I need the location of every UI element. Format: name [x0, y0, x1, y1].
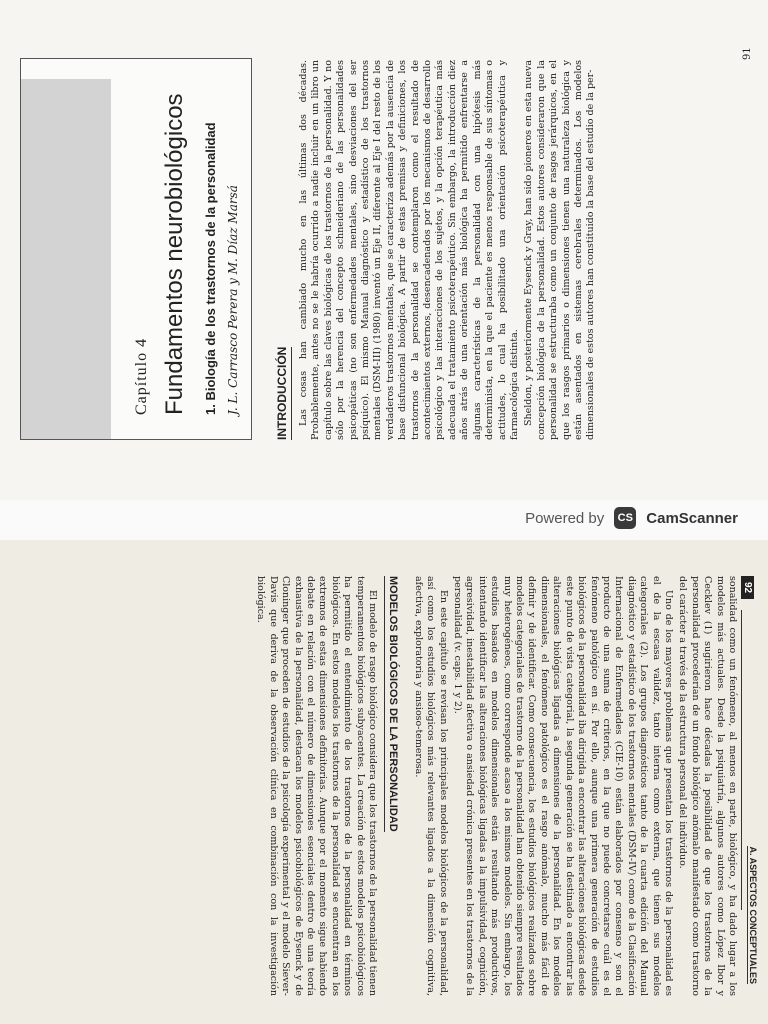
page-91: [0, 0, 768, 500]
page-92-body: [252, 576, 738, 996]
body-paragraph-1: sonalidad como un fenómeno, al menos en parte, biológico, y ha dado lugar a los modelos más actuales. Desde la psiquiatría, algunos autores como López Ibor y Cecklev (1) sugirieron hace décadas la posibilidad de que los trastornos de la personalidad procederían de un fondo biológico anómalo manifestado como trastorno del carácter a través de la estructura personal del individuo.: [677, 576, 738, 996]
camscanner-watermark: [525, 500, 738, 536]
page-number-91: 91: [742, 47, 753, 60]
body-paragraph-4: El modelo de rasgo biológico considera que los trastornos de la personalidad tienen temperamentos biológicos subyacentes. La creación de estos modelos psicobiológicos ha permitido el entendimiento de los trastornos de la personalidad en términos biológicos. En estos modelos los trastornos de la personalidad se encuentran en los extremos de estas dimensiones definitorias. Aunque por el momento sigue habiendo debate en relación con el número de dimensiones esenciales dentro de una teoría exhaustiva de la personalidad, destacan los modelos psicobiológicos de Eysenck y de Cloninger que proceden de estudios de la psicología experimental y el modelo Siever-Davis que deriva de la observación clínica en combinación con la investigación biológica.: [255, 576, 379, 996]
body-paragraph-3: En este capítulo se revisan los principales modelos biológicos de la personalidad, así como los estudios biológicos más relevantes ligados a la dimensión cognitiva, afectiva, exploratoria y ansioso-temerosa.: [412, 576, 449, 996]
intro-paragraph-2: Sheldon, y posteriormente Eysenck y Gray, han sido pioneros en esta nueva concepción biológica de la personalidad. Estos autores consideraron que la personalidad se estructuraba como un conjunto de rasgos jerárquicos, en el que los rasgos primarios o dimensiones tienen una naturaleza biológica y están asentados en sistemas cerebrales determinados. Los modelos dimensionales de estos autores han constituido la base del estudio de la per-: [523, 60, 597, 440]
chapter-authors: J. L. Carrasco Perera y M. Díaz Marsá: [226, 185, 240, 415]
chapter-label: Capítulo 4: [133, 337, 150, 415]
chapter-title: Fundamentos neurobiológicos: [161, 93, 188, 415]
page-92: [0, 540, 768, 1024]
page-number-92: 92: [741, 576, 754, 599]
body-paragraph-2: Uno de los mayores problemas que presentan los trastornos de la personalidad es el de la escasa validez, tanto interna como externa, que tienen sus modelos categoriales (2). Los grupos diagnósticos tanto de la cuarta edición del Manual diagnóstico y estadístico de los trastornos mentales (DSM-IV) como de la Clasificación Internacional de Enfermedades (CIE-10) están elaborados por consenso y son el producto de una suma de criterios, en la que no puede concretarse cuál es el fenómeno patológico en sí. Por ello, aunque una primera generación de estudios biológicos de la personalidad iba dirigida a encontrar las alteraciones biológicas desde este punto de vista categorial, la segunda generación se ha destinado a encontrar las alteraciones biológicas ligadas a dimensiones de la personalidad. En los modelos dimensionales, el fenómeno patológico es el rasgo anómalo, mucho más fácil de definir y de identificar. Como consecuencia, los estudios biológicos realizados sobre modelos categoriales de trastorno de la personalidad han obtenido siempre resultados muy heterogéneos, como corresponde acaso a los mismos modelos. Sin embargo, los estudios basados en modelos dimensionales están resultando más productivos, intentando identificar las alteraciones biológicas ligadas a la impulsividad, cognición, agresividad, inestabilidad afectiva o ansiedad crónica presentes en los trastornos de la personalidad (v. caps. 1 y 2).: [452, 576, 674, 996]
header-rule: [741, 610, 742, 910]
camscanner-brand: CamScanner: [646, 509, 738, 527]
page-91-content: [0, 0, 768, 500]
running-header-text: A. ASPECTOS CONCEPTUALES: [748, 846, 758, 984]
powered-by-text: Powered by: [525, 509, 605, 527]
running-header: [742, 540, 758, 1024]
chapter-gray-band: [21, 79, 111, 439]
section-heading-models: MODELOS BIOLÓGICOS DE LA PERSONALIDAD: [384, 576, 399, 832]
camscanner-logo-icon: CS: [614, 507, 636, 529]
chapter-title-box: [20, 58, 252, 440]
intro-paragraph-1: Las cosas han cambiado mucho en las últimas dos décadas. Probablemente, antes no se le habría ocurrido a nadie incluir en un libro un capítulo sobre las claves biológicas de los trastornos de la personalidad. Y no sólo por la herencia del concepto schneideriano de las personalidades psicopáticas (no son enfermedades mentales, sino desviaciones del ser psíquico). El mismo Manual diagnóstico y estadístico de los trastornos mentales (DSM-III) (1980) inventó un Eje II, diferente al Eje I del resto de los verdaderos trastornos mentales, que se caracteriza además por la ausencia de base disfuncional biológica. A partir de estas premisas y definiciones, los trastornos de la personalidad se contemplaron como el resultado de acontecimientos externos, desencadenados por los mecanismos de desarrollo psicológico y las interacciones de los sujetos, y la opción terapéutica más adecuada el tratamiento psicoterapéutico. Sin embargo, la introducción diez años atrás de una orientación más biológica ha permitido enfrentarse a algunas características de la personalidad con una hipótesis más determinista, en la que el paciente es menos responsable de sus síntomas o actitudes, lo cual ha posibilitado una orientación psicoterapéutica y farmacológica distinta.: [298, 60, 520, 440]
intro-body: [298, 60, 600, 440]
section-title: 1. Biología de los trastornos de la personalidad: [203, 122, 218, 415]
intro-heading: INTRODUCCIÓN: [275, 347, 292, 440]
page-92-content: [0, 540, 768, 1024]
scanner-strip: [0, 500, 768, 540]
